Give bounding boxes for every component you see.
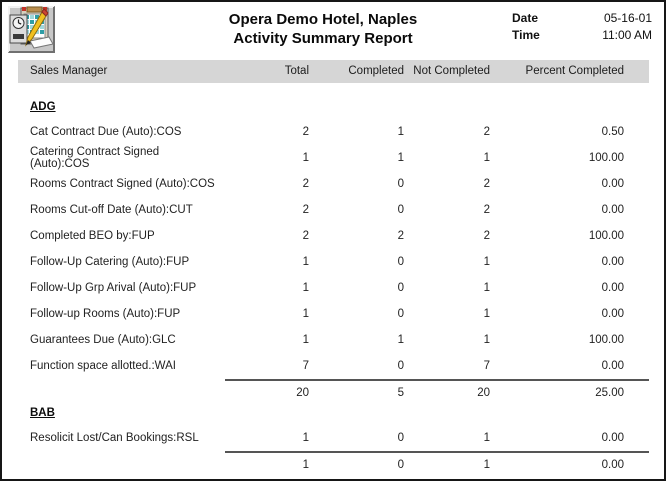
activity-row: [18, 353, 649, 379]
total-value: 1: [302, 152, 309, 164]
completed-value: 0: [397, 282, 404, 294]
report-header: [2, 2, 664, 54]
completed-value: 1: [397, 334, 404, 346]
not-completed-value: 1: [483, 432, 490, 444]
completed-value: 1: [397, 126, 404, 138]
completed-value: 0: [397, 360, 404, 372]
activity-label: Rooms Cut-off Date (Auto):CUT: [30, 204, 193, 216]
not-completed-value: 2: [483, 126, 490, 138]
column-header-sales-manager: Sales Manager: [30, 65, 108, 77]
total-value: 1: [302, 432, 309, 444]
total-value: 2: [302, 126, 309, 138]
activity-row: [18, 145, 649, 171]
column-header-percent-completed: Percent Completed: [525, 65, 624, 77]
totals-completed-value: 0: [397, 459, 404, 471]
percent-value: 100.00: [588, 230, 624, 242]
total-value: 1: [302, 334, 309, 346]
not-completed-value: 1: [483, 308, 490, 320]
activity-label: Resolicit Lost/Can Bookings:RSL: [30, 432, 199, 444]
activity-label: Follow-Up Grp Arival (Auto):FUP: [30, 282, 197, 294]
completed-value: 0: [397, 256, 404, 268]
time-row: [512, 27, 652, 44]
totals-not-completed-value: 1: [483, 459, 490, 471]
total-value: 1: [302, 308, 309, 320]
activity-row: [18, 223, 649, 249]
total-value: 7: [302, 360, 309, 372]
total-value: 2: [302, 230, 309, 242]
column-header-row: [18, 60, 649, 83]
activity-row: [18, 425, 649, 451]
not-completed-value: 1: [483, 152, 490, 164]
completed-value: 0: [397, 308, 404, 320]
time-value: 11:00 AM: [602, 28, 652, 42]
totals-completed-value: 5: [397, 387, 404, 399]
percent-value: 0.00: [601, 282, 624, 294]
group-totals-row: [18, 381, 649, 405]
not-completed-value: 2: [483, 178, 490, 190]
activity-label: Follow-up Rooms (Auto):FUP: [30, 308, 181, 320]
percent-value: 100.00: [588, 334, 624, 346]
completed-value: 0: [397, 178, 404, 190]
percent-value: 100.00: [588, 152, 624, 164]
activity-label: Catering Contract Signed (Auto):COS: [30, 146, 160, 170]
report-subtitle: Activity Summary Report: [233, 30, 413, 47]
group-totals-row: [18, 453, 649, 477]
completed-value: 0: [397, 432, 404, 444]
percent-value: 0.00: [601, 308, 624, 320]
report-body: [18, 83, 649, 477]
activity-label: Function space allotted.:WAI: [30, 360, 176, 372]
activity-label: Follow-Up Catering (Auto):FUP: [30, 256, 190, 268]
completed-value: 0: [397, 204, 404, 216]
activity-row: [18, 249, 649, 275]
activity-row: [18, 275, 649, 301]
time-label: Time: [512, 28, 540, 42]
activity-label: Rooms Contract Signed (Auto):COS: [30, 178, 215, 190]
activity-row: [18, 119, 649, 145]
activity-label: Cat Contract Due (Auto):COS: [30, 126, 182, 138]
column-header-completed: Completed: [348, 65, 404, 77]
report-icon: [8, 6, 55, 53]
activity-row: [18, 171, 649, 197]
totals-total-value: 20: [296, 387, 309, 399]
percent-value: 0.00: [601, 360, 624, 372]
not-completed-value: 1: [483, 334, 490, 346]
total-value: 1: [302, 256, 309, 268]
total-value: 1: [302, 282, 309, 294]
clipboard-clock-pencil-icon: [8, 6, 55, 53]
totals-not-completed-value: 20: [477, 387, 490, 399]
percent-value: 0.00: [601, 256, 624, 268]
not-completed-value: 2: [483, 204, 490, 216]
activity-label: Guarantees Due (Auto):GLC: [30, 334, 176, 346]
percent-value: 0.00: [601, 178, 624, 190]
total-value: 2: [302, 178, 309, 190]
percent-value: 0.00: [601, 204, 624, 216]
total-value: 2: [302, 204, 309, 216]
not-completed-value: 2: [483, 230, 490, 242]
report-title-block: [152, 10, 494, 48]
totals-total-value: 1: [302, 459, 309, 471]
totals-percent-value: 0.00: [601, 459, 624, 471]
activity-label: Completed BEO by:FUP: [30, 230, 155, 242]
activity-row: [18, 301, 649, 327]
group-header: BAB: [30, 407, 55, 419]
not-completed-value: 7: [483, 360, 490, 372]
date-label: Date: [512, 11, 539, 25]
report-datetime: [512, 10, 652, 44]
report-title: Opera Demo Hotel, Naples: [228, 11, 418, 28]
date-row: [512, 10, 652, 27]
activity-row: [18, 327, 649, 353]
date-value: 05-16-01: [603, 11, 652, 25]
totals-percent-value: 25.00: [595, 387, 624, 399]
column-header-not-completed: Not Completed: [413, 65, 490, 77]
column-header-total: Total: [284, 65, 309, 77]
completed-value: 2: [397, 230, 404, 242]
activity-row: [18, 197, 649, 223]
percent-value: 0.00: [601, 432, 624, 444]
not-completed-value: 1: [483, 282, 490, 294]
group-header: ADG: [30, 101, 56, 113]
percent-value: 0.50: [601, 126, 624, 138]
not-completed-value: 1: [483, 256, 490, 268]
completed-value: 1: [397, 152, 404, 164]
